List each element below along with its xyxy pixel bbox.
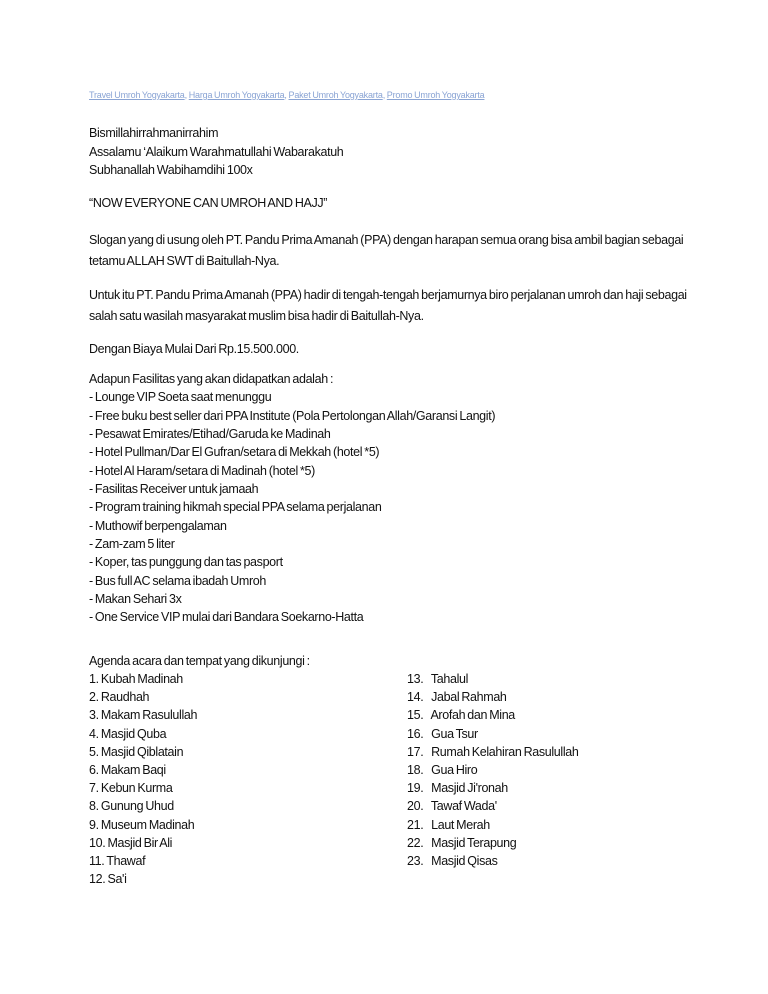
agenda-item-number: 13. (407, 672, 424, 686)
agenda-item-text: Jabal Rahmah (431, 690, 507, 705)
agenda-item-text: Gua Tsur (431, 726, 478, 741)
facility-item: - Program training hikmah special PPA selama perjalanan (89, 500, 382, 515)
facility-item: - Free buku best seller dari PPA Institute (Pola Pertolongan Allah/Garansi Langit) (89, 408, 496, 423)
agenda-item (89, 816, 197, 834)
agenda-item-text: Kubah Madinah (100, 672, 183, 686)
agenda-item (89, 725, 197, 743)
agenda-item-number: 17. (407, 744, 424, 759)
agenda-list-right (407, 670, 578, 870)
facility-item: - Pesawat Emirates/Etihad/Garuda ke Madinah (89, 427, 331, 442)
greeting-block (89, 124, 343, 180)
paragraph-slogan-description: Slogan yang di usung oleh PT. Pandu Prima Amanah (PPA) dengan harapan semua orang bisa ambil bagian sebagai tetamu ALLAH SWT di Baitullah-Nya. (89, 233, 684, 268)
greeting-line: Assalamu ‘Alaikum Warahmatullahi Wabarakatuh (89, 144, 344, 159)
agenda-item (89, 779, 197, 797)
agenda-item-number: 22. (407, 835, 424, 850)
agenda-item-text: Masjid Ji'ronah (431, 781, 508, 796)
agenda-item (407, 852, 578, 870)
facilities-list (89, 370, 495, 627)
facility-item: - Zam-zam 5 liter (89, 537, 175, 552)
agenda-item-number: 9. (89, 817, 99, 832)
agenda-item-text: Masjid Qisas (431, 854, 498, 869)
agenda-item (407, 816, 578, 834)
facility-item: - One Service VIP mulai dari Bandara Soekarno-Hatta (89, 610, 364, 625)
agenda-item-number: 21. (407, 817, 424, 832)
agenda-item-number: 4. (89, 726, 99, 741)
agenda-item (407, 670, 578, 688)
facility-item: - Fasilitas Receiver untuk jamaah (89, 482, 259, 497)
agenda-item-number: 1. (89, 672, 99, 686)
agenda-item-number: 15. (407, 708, 424, 723)
agenda-item-text: Arofah dan Mina (430, 708, 515, 723)
agenda-item (407, 761, 578, 779)
agenda-item-text: Makam Rasulullah (100, 708, 198, 723)
agenda-item (89, 852, 197, 870)
agenda-item (89, 870, 197, 888)
agenda-item (407, 779, 578, 797)
agenda-item (407, 797, 578, 815)
greeting-line: Bismillahirrahmanirrahim (89, 126, 219, 140)
agenda-item (89, 688, 197, 706)
agenda-item-text: Raudhah (100, 690, 150, 705)
agenda-item-number: 10. (89, 835, 106, 850)
agenda-item (89, 670, 197, 688)
agenda-item (89, 706, 197, 724)
agenda-item (407, 743, 578, 761)
agenda-item-number: 18. (407, 763, 424, 778)
agenda-item-number: 19. (407, 781, 424, 796)
agenda-item-text: Laut Merah (431, 817, 490, 832)
agenda-item-text: Masjid Quba (100, 726, 167, 741)
agenda-item-text: Gua Hiro (431, 763, 478, 778)
agenda-item (89, 834, 197, 852)
facility-item: - Bus full AC selama ibadah Umroh (89, 573, 266, 588)
agenda-item (89, 743, 197, 761)
agenda-item-number: 14. (407, 690, 424, 705)
price-line: Dengan Biaya Mulai Dari Rp.15.500.000. (89, 342, 299, 356)
agenda-item (89, 797, 197, 815)
agenda-list-left (89, 670, 197, 888)
agenda-item-text: Kebun Kurma (100, 781, 173, 796)
facilities-title: Adapun Fasilitas yang akan didapatkan adalah : (89, 372, 334, 386)
facility-item: - Koper, tas punggung dan tas pasport (89, 555, 283, 570)
agenda-item-number: 5. (89, 744, 99, 759)
facility-item: - Hotel Pullman/Dar El Gufran/setara di Mekkah (hotel *5) (89, 445, 380, 460)
slogan: “NOW EVERYONE CAN UMROH AND HAJJ” (89, 196, 328, 210)
link-harga-umroh-yogyakarta[interactable]: Harga Umroh Yogyakarta (188, 90, 285, 100)
agenda-item-number: 2. (89, 690, 99, 705)
agenda-item-number: 16. (407, 726, 424, 741)
facility-item: - Hotel Al Haram/setara di Madinah (hotel *5) (89, 463, 315, 478)
link-promo-umroh-yogyakarta[interactable]: Promo Umroh Yogyakarta (386, 90, 485, 100)
agenda-item (407, 834, 578, 852)
agenda-item-number: 7. (89, 781, 99, 796)
agenda-item-number: 3. (89, 708, 99, 723)
agenda-title: Agenda acara dan tempat yang dikunjungi : (89, 654, 310, 668)
agenda-item-number: 12. (89, 872, 106, 887)
agenda-item-text: Makam Baqi (100, 763, 166, 778)
agenda-item-number: 11. (89, 854, 105, 869)
agenda-item (407, 725, 578, 743)
agenda-item-text: Rumah Kelahiran Rasulullah (431, 744, 579, 759)
link-travel-umroh-yogyakarta[interactable]: Travel Umroh Yogyakarta (89, 90, 185, 100)
facility-item: - Lounge VIP Soeta saat menunggu (89, 390, 272, 405)
agenda-item-number: 20. (407, 799, 424, 814)
agenda-item-text: Masjid Bir Ali (107, 835, 173, 850)
agenda-item-text: Masjid Terapung (431, 835, 517, 850)
paragraph-company-intro: Untuk itu PT. Pandu Prima Amanah (PPA) hadir di tengah-tengah berjamurnya biro perjalanan umroh dan haji sebagai salah satu wasilah masyarakat muslim bisa hadir di Baitullah-Nya. (89, 288, 687, 323)
agenda-item (407, 706, 578, 724)
agenda-item-text: Tawaf Wada' (430, 799, 497, 814)
agenda-item-number: 6. (89, 763, 99, 778)
agenda-item-number: 8. (89, 799, 99, 814)
agenda-item-text: Sa'i (107, 872, 127, 887)
agenda-item-text: Museum Madinah (100, 817, 195, 832)
agenda-item-text: Gunung Uhud (100, 799, 174, 814)
link-separator: , (184, 90, 189, 100)
agenda-item-text: Thawaf (106, 854, 146, 869)
agenda-item-text: Tahalul (430, 672, 469, 686)
header-links (89, 90, 484, 100)
greeting-line: Subhanallah Wabihamdihi 100x (89, 163, 253, 177)
agenda-item (89, 761, 197, 779)
agenda-item-text: Masjid Qiblatain (100, 744, 184, 759)
link-separator: , (382, 90, 387, 100)
facility-item: - Makan Sehari 3x (89, 592, 182, 607)
agenda-item (407, 688, 578, 706)
agenda-item-number: 23. (407, 854, 424, 869)
link-paket-umroh-yogyakarta[interactable]: Paket Umroh Yogyakarta (288, 90, 383, 100)
link-separator: , (284, 90, 289, 100)
facility-item: - Muthowif berpengalaman (89, 518, 227, 533)
